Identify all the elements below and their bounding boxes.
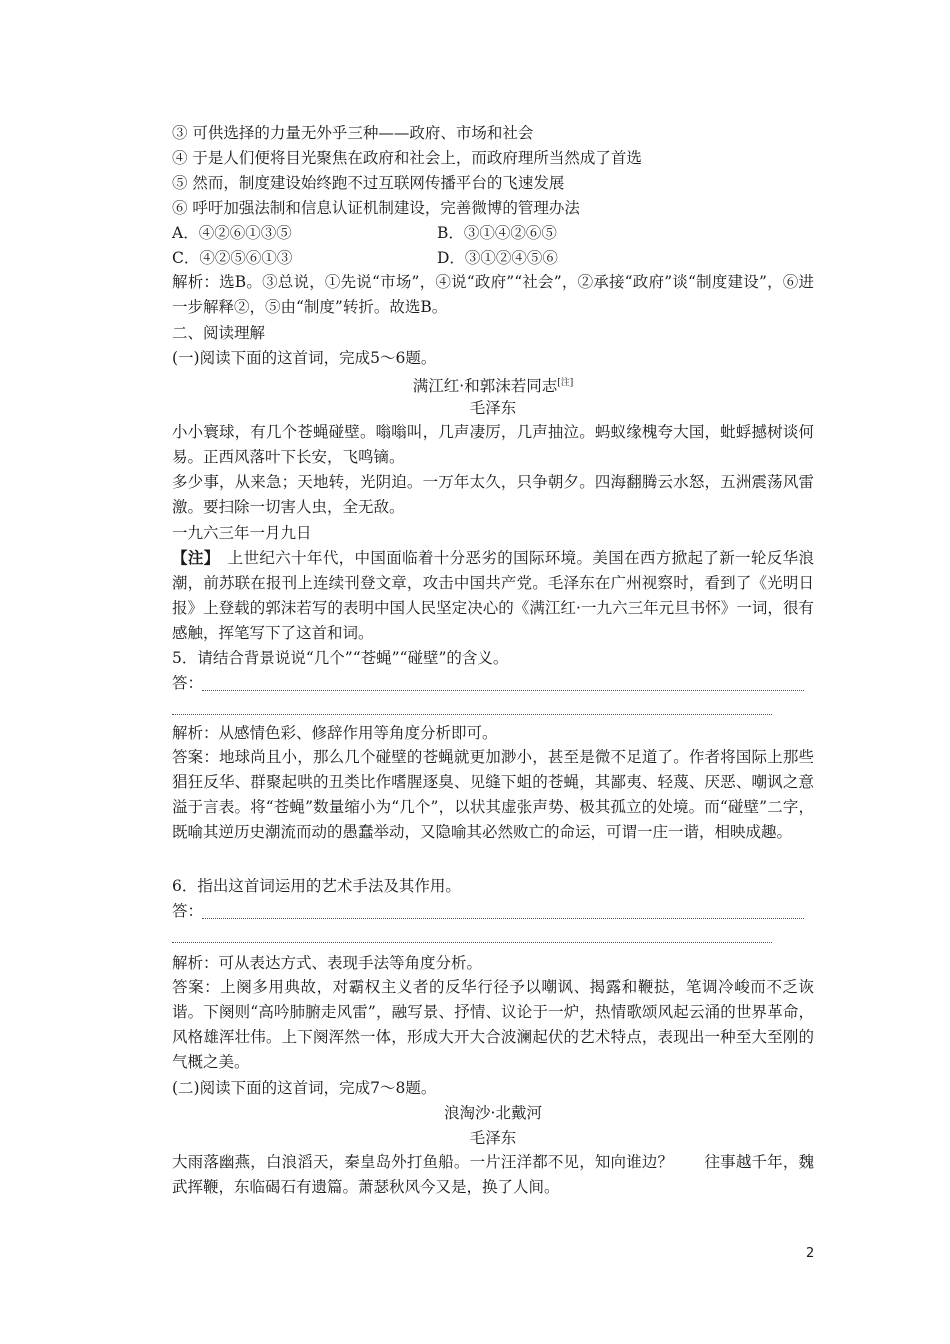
answer-label-5: 答： <box>172 674 204 692</box>
note-text: 上世纪六十年代，中国面临着十分恶劣的国际环境。美国在西方掀起了新一轮反华浪潮，前苏联在报刊上连续刊登文章，攻击中国共产党。毛泽东在广州视察时，看到了《光明日报》上登载的郭沫若写的表明中国人民坚定决心的《满江红·一九六三年元旦书怀》一词，很有感触，挥笔写下了这首和词。 <box>172 549 814 642</box>
poem1-author: 毛泽东 <box>469 399 517 417</box>
poem2-title: 浪淘沙·北戴河 <box>444 1104 542 1122</box>
poem1-verse2: 多少事，从来急；天地转，光阴迫。一万年太久，只争朝夕。四海翻腾云水怒，五洲震荡风雷激。要扫除一切害人虫，全无敌。 <box>172 473 814 516</box>
section-heading: 二、阅读理解 <box>172 324 266 342</box>
part2-intro: (二)阅读下面的这首词，完成7～8题。 <box>172 1079 437 1097</box>
answer-line[interactable] <box>172 942 772 943</box>
question-5: 5．请结合背景说说“几个”“苍蝇”“碰壁”的含义。 <box>172 649 509 667</box>
poem1-verse1: 小小寰球，有几个苍蝇碰壁。嗡嗡叫，几声凄厉，几声抽泣。蚂蚁缘槐夸大国，蚍蜉撼树谈何易。正西风落叶下长安，飞鸣镝。 <box>172 423 814 466</box>
page-number: 2 <box>806 1246 815 1261</box>
option-b: B．③①④②⑥⑤ <box>437 224 557 242</box>
q4-analysis: 解析：选B。③总说，①先说“市场”，④说“政府”“社会”，②承接“政府”谈“制度建设”，⑥进一步解释②，⑤由“制度”转折。故选B。 <box>172 273 814 316</box>
poem1-note <box>172 545 814 646</box>
answer-line[interactable] <box>202 690 804 691</box>
q5-analysis: 解析：从感情色彩、修辞作用等角度分析即可。 <box>172 724 498 742</box>
poem1-date: 一九六三年一月九日 <box>172 524 312 542</box>
option-d: D．③①②④⑤⑥ <box>437 249 558 267</box>
question-6: 6．指出这首词运用的艺术手法及其作用。 <box>172 877 461 895</box>
item-3: ③ 可供选择的力量无外乎三种——政府、市场和社会 <box>172 124 534 142</box>
note-marker: [注] <box>557 378 574 388</box>
poem2-verse: 大雨落幽燕，白浪滔天，秦皇岛外打鱼船。一片汪洋都不见，知向谁边？ 往事越千年，魏武挥鞭，东临碣石有遗篇。萧瑟秋风今又是，换了人间。 <box>172 1153 814 1196</box>
poem2-author: 毛泽东 <box>469 1129 517 1147</box>
poem1-title-text: 满江红·和郭沫若同志 <box>412 377 558 396</box>
note-label: 【注】 <box>172 548 212 567</box>
part1-intro: (一)阅读下面的这首词，完成5～6题。 <box>172 349 437 367</box>
answer-label-6: 答： <box>172 902 204 920</box>
q6-answer: 答案：上阕多用典故，对霸权主义者的反华行径予以嘲讽、揭露和鞭挞，笔调冷峻而不乏诙谐。下阕则“高吟肺腑走风雷”，融写景、抒情、议论于一炉，热情歌颂风起云涌的世界革命，风格雄浑壮伟。上下阕浑然一体，形成大开大合波澜起伏的艺术特点，表现出一种至大至刚的气概之美。 <box>172 978 814 1071</box>
item-5: ⑤ 然而，制度建设始终跑不过互联网传播平台的飞速发展 <box>172 174 565 192</box>
answer-line[interactable] <box>202 918 804 919</box>
q6-analysis: 解析：可从表达方式、表现手法等角度分析。 <box>172 954 483 972</box>
option-a: A．④②⑥①③⑤ <box>172 224 292 242</box>
poem1-title <box>172 373 814 396</box>
q5-answer: 答案：地球尚且小，那么几个碰壁的苍蝇就更加渺小，甚至是微不足道了。作者将国际上那些猖狂反华、群聚起哄的丑类比作嗜腥逐臭、见缝下蛆的苍蝇，其鄙夷、轻蔑、厌恶、嘲讽之意溢于言表。将“苍蝇”数量缩小为“几个”，以状其虚张声势、极其孤立的处境。而“碰壁”二字，既喻其逆历史潮流而动的愚蠢举动，又隐喻其必然败亡的命运，可谓一庄一谐，相映成趣。 <box>172 748 814 841</box>
item-6: ⑥ 呼吁加强法制和信息认证机制建设，完善微博的管理办法 <box>172 199 580 217</box>
answer-line[interactable] <box>172 714 772 715</box>
item-4: ④ 于是人们便将目光聚焦在政府和社会上，而政府理所当然成了首选 <box>172 149 642 167</box>
option-c: C．④②⑤⑥①③ <box>172 249 293 267</box>
